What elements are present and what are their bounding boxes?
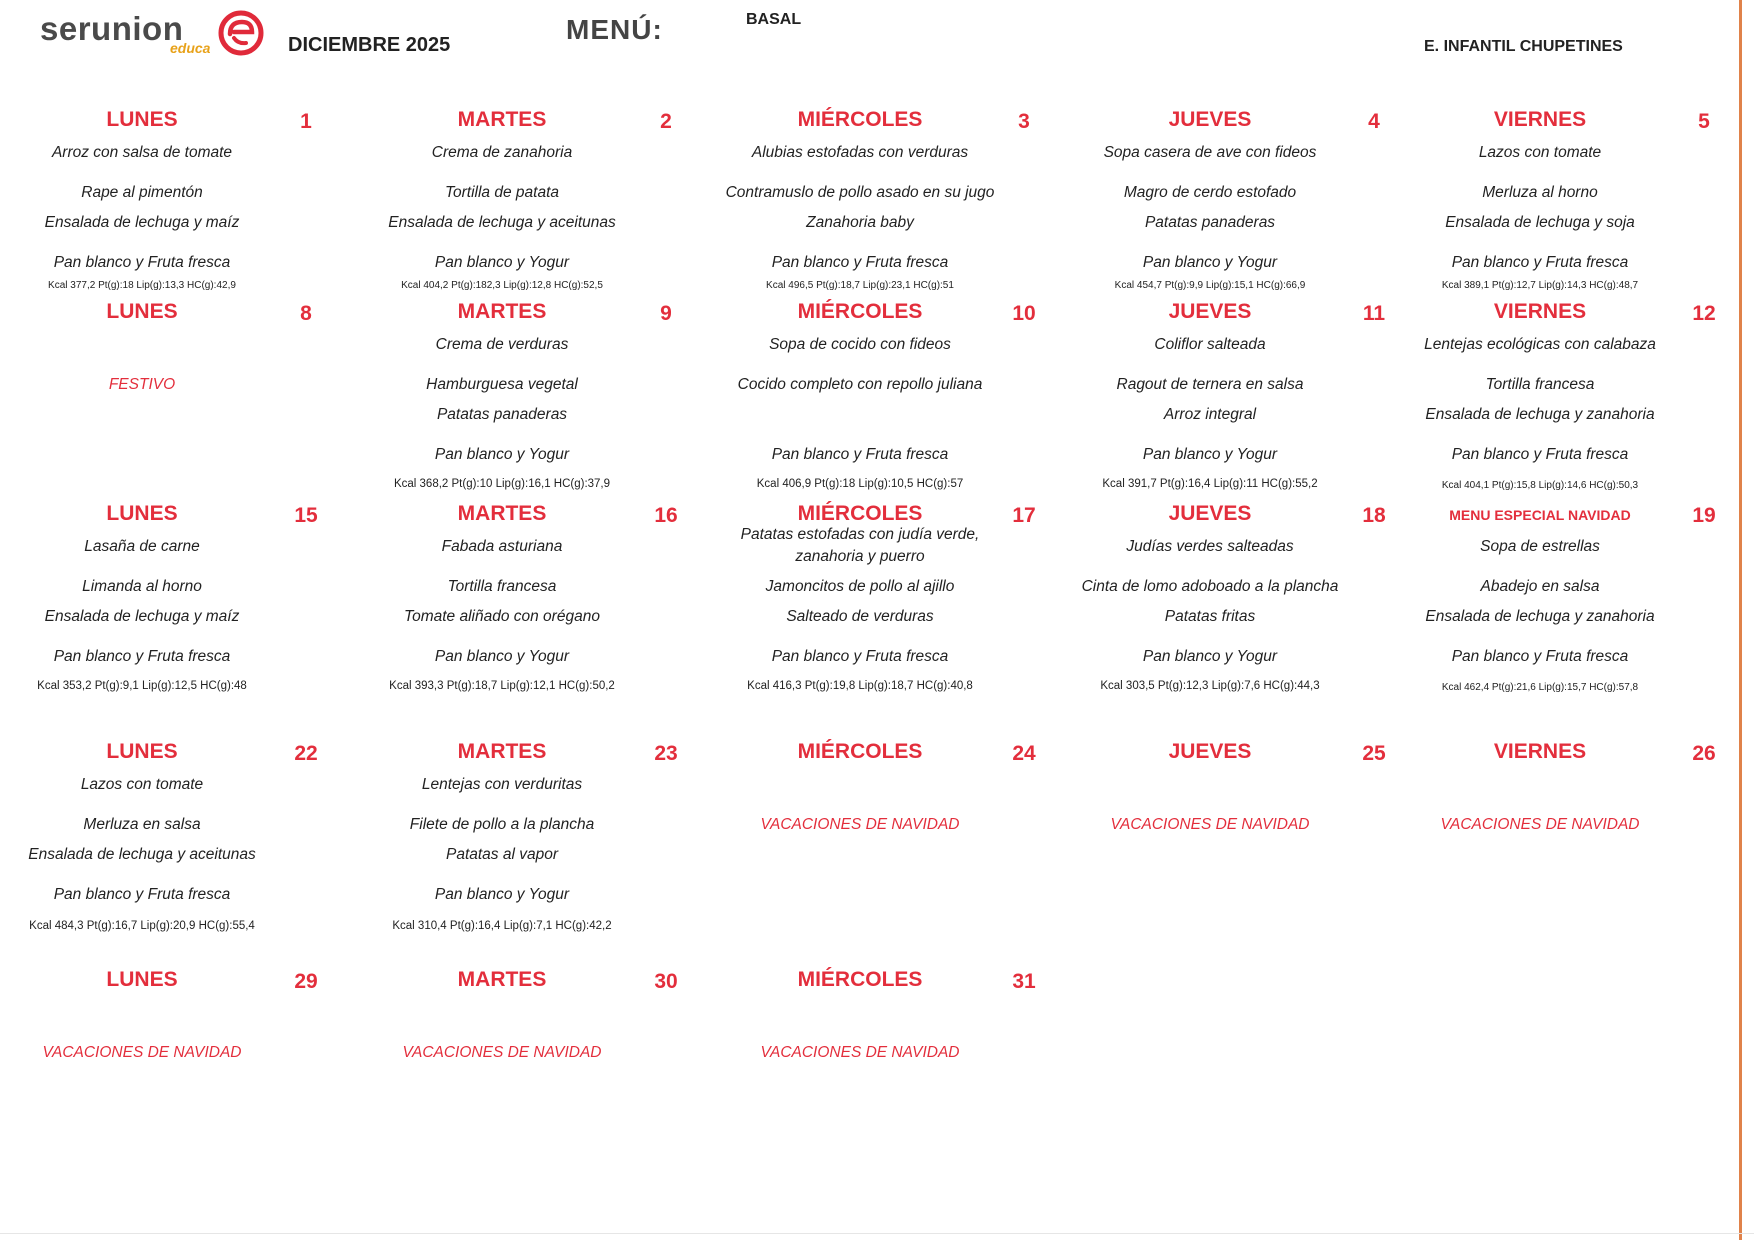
dessert: Pan blanco y Fruta fresca: [53, 886, 231, 903]
side-dish: Tomate aliñado con orégano: [404, 608, 600, 625]
day-name: MARTES: [457, 300, 547, 323]
day-number: 11: [1362, 302, 1386, 325]
side-dish: Patatas panaderas: [1144, 214, 1276, 231]
menu-type: BASAL: [746, 11, 802, 28]
menu-label: MENÚ:: [566, 14, 663, 45]
dessert: Pan blanco y Yogur: [434, 254, 570, 271]
dessert: Pan blanco y Yogur: [1142, 648, 1278, 665]
dessert: Pan blanco y Fruta fresca: [771, 254, 949, 271]
second-course: Limanda al horno: [82, 578, 202, 595]
day-number: 8: [300, 302, 312, 325]
first-course: Alubias estofadas con verduras: [751, 144, 969, 161]
day-name: LUNES: [106, 108, 178, 131]
day-cell-11: [1070, 300, 1400, 490]
holiday-note: VACACIONES DE NAVIDAD: [760, 1044, 960, 1061]
dessert: Pan blanco y Yogur: [434, 886, 570, 903]
day-cell-15: [2, 502, 332, 692]
first-course: Sopa de estrellas: [1480, 538, 1600, 555]
holiday-note: VACACIONES DE NAVIDAD: [42, 1044, 242, 1061]
day-name: MIÉRCOLES: [797, 300, 923, 323]
day-number: 3: [1018, 110, 1030, 133]
first-course: Patatas estofadas con judía verde, zanahoria y puerro: [740, 526, 980, 565]
second-course: Contramuslo de pollo asado en su jugo: [725, 184, 995, 201]
side-dish: Patatas al vapor: [445, 846, 558, 863]
school-name: E. INFANTIL CHUPETINES: [1424, 38, 1623, 55]
holiday-note: FESTIVO: [108, 376, 176, 393]
first-course: Judías verdes salteadas: [1126, 538, 1294, 555]
dessert: Pan blanco y Yogur: [1142, 446, 1278, 463]
day-number: 16: [654, 504, 678, 527]
holiday-note: VACACIONES DE NAVIDAD: [760, 816, 960, 833]
day-number: 1: [300, 110, 312, 133]
nutrition-info: Kcal 462,4 Pt(g):21,6 Lip(g):15,7 HC(g):57,8: [1441, 682, 1639, 693]
first-course: Lazos con tomate: [80, 776, 204, 793]
day-number: 22: [294, 742, 318, 765]
first-course: Fabada asturiana: [441, 538, 563, 555]
month-title: DICIEMBRE 2025: [288, 34, 451, 56]
nutrition-info: Kcal 404,2 Pt(g):182,3 Lip(g):12,8 HC(g):52,5: [401, 280, 603, 291]
dessert: Pan blanco y Fruta fresca: [1451, 446, 1629, 463]
day-name: MIÉRCOLES: [797, 740, 923, 763]
side-dish: Ensalada de lechuga y maíz: [44, 608, 240, 625]
day-name: LUNES: [106, 300, 178, 323]
nutrition-info: Kcal 406,9 Pt(g):18 Lip(g):10,5 HC(g):57: [756, 478, 964, 490]
day-cell-2: [362, 108, 692, 298]
dessert: Pan blanco y Yogur: [434, 446, 570, 463]
first-course: Lasaña de carne: [84, 538, 200, 555]
nutrition-info: Kcal 303,5 Pt(g):12,3 Lip(g):7,6 HC(g):44,3: [1100, 680, 1320, 692]
day-number: 18: [1362, 504, 1386, 527]
dessert: Pan blanco y Fruta fresca: [53, 254, 231, 271]
second-course: Magro de cerdo estofado: [1123, 184, 1297, 201]
day-number: 9: [660, 302, 672, 325]
day-cell-5: [1400, 108, 1730, 298]
first-course: Sopa casera de ave con fideos: [1103, 144, 1317, 161]
nutrition-info: Kcal 404,1 Pt(g):15,8 Lip(g):14,6 HC(g):50,3: [1441, 480, 1639, 491]
nutrition-info: Kcal 484,3 Pt(g):16,7 Lip(g):20,9 HC(g):55,4: [29, 920, 255, 932]
day-number: 2: [660, 110, 672, 133]
day-cell-8: [2, 300, 332, 490]
side-dish: Ensalada de lechuga y zanahoria: [1425, 406, 1655, 423]
day-cell-3: [720, 108, 1050, 298]
day-number: 15: [294, 504, 318, 527]
day-name: MARTES: [457, 108, 547, 131]
day-cell-24: [720, 740, 1050, 930]
day-name: JUEVES: [1168, 740, 1252, 763]
side-dish: Ensalada de lechuga y aceitunas: [28, 846, 256, 863]
second-course: Rape al pimentón: [81, 184, 203, 201]
second-course: Hamburguesa vegetal: [426, 376, 578, 393]
second-course: Ragout de ternera en salsa: [1116, 376, 1304, 393]
second-course: Tortilla de patata: [444, 184, 560, 201]
day-name: LUNES: [106, 740, 178, 763]
side-dish: Ensalada de lechuga y aceitunas: [388, 214, 616, 231]
nutrition-info: Kcal 310,4 Pt(g):16,4 Lip(g):7,1 HC(g):42,2: [392, 920, 612, 932]
nutrition-info: Kcal 393,3 Pt(g):18,7 Lip(g):12,1 HC(g):50,2: [389, 680, 615, 692]
first-course: Crema de zanahoria: [431, 144, 573, 161]
holiday-note: VACACIONES DE NAVIDAD: [402, 1044, 602, 1061]
day-number: 30: [654, 970, 678, 993]
second-course: Abadejo en salsa: [1480, 578, 1600, 595]
second-course: Merluza al horno: [1482, 184, 1598, 201]
day-number: 31: [1012, 970, 1036, 993]
day-name: MARTES: [457, 740, 547, 763]
dessert: Pan blanco y Fruta fresca: [1451, 648, 1629, 665]
page-edge-bar: [1739, 0, 1742, 1240]
dessert: Pan blanco y Fruta fresca: [771, 446, 949, 463]
logo-subtext: educa: [170, 40, 211, 56]
side-dish: Ensalada de lechuga y soja: [1445, 214, 1635, 231]
nutrition-info: Kcal 416,3 Pt(g):19,8 Lip(g):18,7 HC(g):40,8: [747, 680, 973, 692]
day-name: MIÉRCOLES: [797, 968, 923, 991]
day-number: 23: [654, 742, 678, 765]
day-name: JUEVES: [1168, 502, 1252, 525]
side-dish: Ensalada de lechuga y maíz: [44, 214, 240, 231]
day-name: LUNES: [106, 502, 178, 525]
day-name: VIERNES: [1493, 740, 1587, 763]
day-number: 12: [1692, 302, 1716, 325]
day-number: 29: [294, 970, 318, 993]
day-number: 5: [1698, 110, 1710, 133]
side-dish: Zanahoria baby: [806, 214, 914, 231]
holiday-note: VACACIONES DE NAVIDAD: [1110, 816, 1310, 833]
day-cell-31: [720, 968, 1050, 1158]
day-number: 17: [1012, 504, 1036, 527]
nutrition-info: Kcal 377,2 Pt(g):18 Lip(g):13,3 HC(g):42,9: [48, 280, 236, 291]
dessert: Pan blanco y Fruta fresca: [771, 648, 949, 665]
day-cell-16: [362, 502, 692, 692]
holiday-note: VACACIONES DE NAVIDAD: [1440, 816, 1640, 833]
day-cell-10: [720, 300, 1050, 490]
dessert: Pan blanco y Fruta fresca: [53, 648, 231, 665]
dessert: Pan blanco y Yogur: [1142, 254, 1278, 271]
dessert: Pan blanco y Fruta fresca: [1451, 254, 1629, 271]
nutrition-info: Kcal 368,2 Pt(g):10 Lip(g):16,1 HC(g):37,9: [393, 478, 611, 490]
day-cell-17: [720, 502, 1050, 692]
day-name: VIERNES: [1493, 300, 1587, 323]
day-cell-29: [2, 968, 332, 1158]
first-course: Sopa de cocido con fideos: [769, 336, 951, 353]
day-cell-30: [362, 968, 692, 1158]
day-name: VIERNES: [1493, 108, 1587, 131]
day-name: MARTES: [457, 968, 547, 991]
first-course: Lazos con tomate: [1478, 144, 1602, 161]
dessert: Pan blanco y Yogur: [434, 648, 570, 665]
side-dish: Ensalada de lechuga y zanahoria: [1425, 608, 1655, 625]
second-course: Tortilla francesa: [1485, 376, 1595, 393]
day-cell-1: [2, 108, 332, 298]
day-cell-22: [2, 740, 332, 930]
second-course: Cocido completo con repollo juliana: [737, 376, 983, 393]
day-number: 24: [1012, 742, 1036, 765]
bottom-divider: [0, 1233, 1754, 1234]
day-cell-4: [1070, 108, 1400, 298]
nutrition-info: Kcal 391,7 Pt(g):16,4 Lip(g):11 HC(g):55,2: [1102, 478, 1318, 490]
side-dish: Patatas fritas: [1164, 608, 1256, 625]
day-number: 10: [1012, 302, 1036, 325]
nutrition-info: Kcal 353,2 Pt(g):9,1 Lip(g):12,5 HC(g):48: [37, 680, 247, 692]
side-dish: Arroz integral: [1163, 406, 1257, 423]
day-name: MIÉRCOLES: [797, 108, 923, 131]
second-course: Tortilla francesa: [447, 578, 557, 595]
first-course: Coliflor salteada: [1154, 336, 1266, 353]
day-cell-18: [1070, 502, 1400, 692]
day-name: JUEVES: [1168, 300, 1252, 323]
nutrition-info: Kcal 496,5 Pt(g):18,7 Lip(g):23,1 HC(g):51: [766, 280, 954, 291]
day-cell-25: [1070, 740, 1400, 930]
day-number: 19: [1692, 504, 1716, 527]
day-name: MARTES: [457, 502, 547, 525]
day-cell-23: [362, 740, 692, 930]
side-dish: Salteado de verduras: [786, 608, 934, 625]
second-course: Merluza en salsa: [83, 816, 201, 833]
first-course: Lentejas ecológicas con calabaza: [1424, 336, 1656, 353]
day-number: 25: [1362, 742, 1386, 765]
day-cell-19: [1400, 502, 1730, 692]
first-course: Crema de verduras: [435, 336, 569, 353]
day-cell-9: [362, 300, 692, 490]
day-name: JUEVES: [1168, 108, 1252, 131]
serunion-swirl-icon: [218, 10, 264, 56]
second-course: Cinta de lomo adoboado a la plancha: [1081, 578, 1339, 595]
serunion-logo: [40, 10, 270, 58]
day-number: 4: [1368, 110, 1380, 133]
day-name: MIÉRCOLES: [797, 502, 923, 525]
logo-text: serunion: [40, 10, 184, 47]
nutrition-info: Kcal 454,7 Pt(g):9,9 Lip(g):15,1 HC(g):66,9: [1114, 280, 1306, 291]
day-name: LUNES: [106, 968, 178, 991]
first-course: Arroz con salsa de tomate: [51, 144, 233, 161]
second-course: Filete de pollo a la plancha: [409, 816, 595, 833]
nutrition-info: Kcal 389,1 Pt(g):12,7 Lip(g):14,3 HC(g):48,7: [1441, 280, 1639, 291]
day-name: MENU ESPECIAL NAVIDAD: [1449, 507, 1631, 523]
day-cell-12: [1400, 300, 1730, 490]
day-cell-26: [1400, 740, 1730, 930]
second-course: Jamoncitos de pollo al ajillo: [765, 578, 955, 595]
first-course: Lentejas con verduritas: [421, 776, 583, 793]
side-dish: Patatas panaderas: [436, 406, 568, 423]
day-number: 26: [1692, 742, 1716, 765]
